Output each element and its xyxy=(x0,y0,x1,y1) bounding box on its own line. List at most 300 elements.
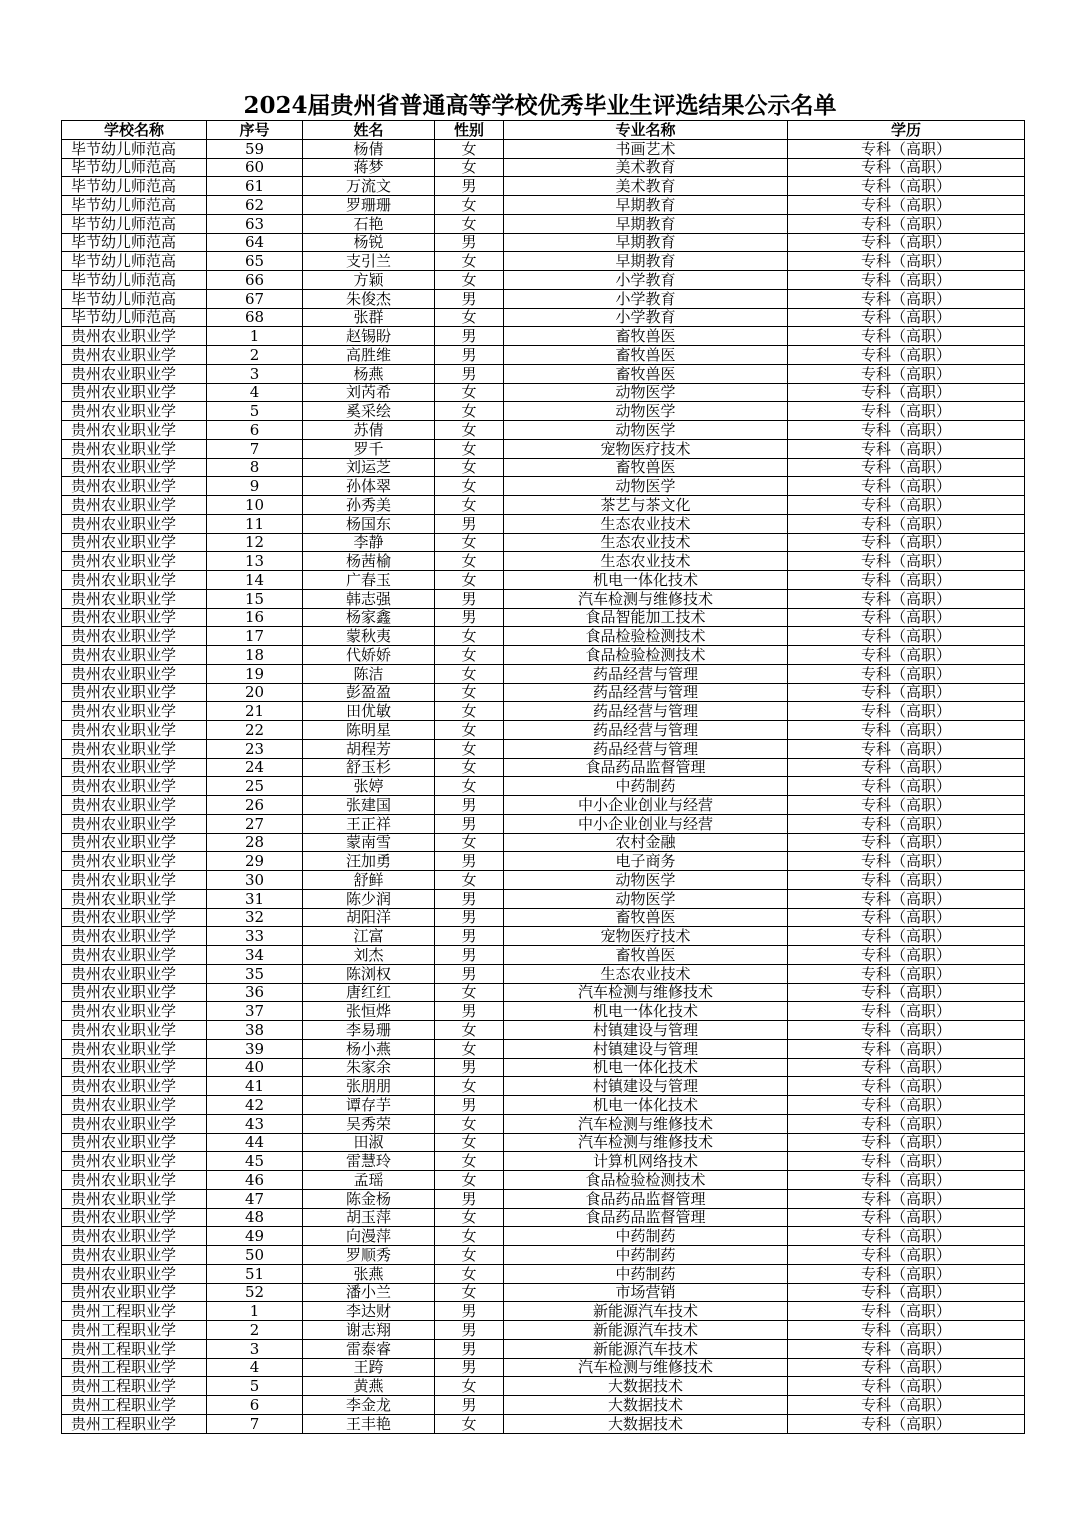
cell-school: 贵州农业职业学 xyxy=(62,327,207,346)
cell-name: 胡程芳 xyxy=(303,739,435,758)
cell-degree: 专科（高职） xyxy=(788,871,1025,890)
cell-name: 李易珊 xyxy=(303,1021,435,1040)
cell-major: 新能源汽车技术 xyxy=(504,1302,788,1321)
cell-degree: 专科（高职） xyxy=(788,777,1025,796)
cell-degree: 专科（高职） xyxy=(788,964,1025,983)
cell-degree: 专科（高职） xyxy=(788,533,1025,552)
cell-major: 汽车检测与维修技术 xyxy=(504,1133,788,1152)
cell-index: 27 xyxy=(207,814,303,833)
cell-school: 贵州农业职业学 xyxy=(62,1058,207,1077)
table-row xyxy=(62,496,1025,515)
cell-name: 雷慧玲 xyxy=(303,1152,435,1171)
table-row xyxy=(62,533,1025,552)
cell-school: 贵州农业职业学 xyxy=(62,739,207,758)
cell-school: 贵州农业职业学 xyxy=(62,571,207,590)
cell-major: 大数据技术 xyxy=(504,1377,788,1396)
cell-gender: 女 xyxy=(435,439,504,458)
cell-gender: 女 xyxy=(435,571,504,590)
cell-degree: 专科（高职） xyxy=(788,721,1025,740)
cell-gender: 女 xyxy=(435,1377,504,1396)
cell-name: 杨锐 xyxy=(303,233,435,252)
cell-name: 杨家鑫 xyxy=(303,608,435,627)
cell-school: 贵州农业职业学 xyxy=(62,814,207,833)
cell-major: 机电一体化技术 xyxy=(504,571,788,590)
cell-degree: 专科（高职） xyxy=(788,1246,1025,1265)
cell-school: 贵州农业职业学 xyxy=(62,533,207,552)
table-row xyxy=(62,552,1025,571)
cell-degree: 专科（高职） xyxy=(788,646,1025,665)
cell-school: 贵州农业职业学 xyxy=(62,964,207,983)
table-row xyxy=(62,796,1025,815)
cell-index: 2 xyxy=(207,1321,303,1340)
cell-degree: 专科（高职） xyxy=(788,1414,1025,1433)
cell-index: 20 xyxy=(207,683,303,702)
cell-name: 蒙秋夷 xyxy=(303,627,435,646)
cell-gender: 女 xyxy=(435,1152,504,1171)
cell-school: 贵州农业职业学 xyxy=(62,364,207,383)
cell-school: 贵州农业职业学 xyxy=(62,1039,207,1058)
table-row xyxy=(62,252,1025,271)
cell-major: 食品检验检测技术 xyxy=(504,627,788,646)
cell-school: 贵州工程职业学 xyxy=(62,1377,207,1396)
cell-name: 支引兰 xyxy=(303,252,435,271)
cell-degree: 专科（高职） xyxy=(788,758,1025,777)
table-row xyxy=(62,777,1025,796)
cell-gender: 女 xyxy=(435,1208,504,1227)
cell-major: 动物医学 xyxy=(504,402,788,421)
cell-gender: 男 xyxy=(435,289,504,308)
cell-degree: 专科（高职） xyxy=(788,739,1025,758)
cell-school: 贵州农业职业学 xyxy=(62,439,207,458)
cell-degree: 专科（高职） xyxy=(788,1377,1025,1396)
table-row xyxy=(62,177,1025,196)
cell-gender: 男 xyxy=(435,1321,504,1340)
cell-index: 49 xyxy=(207,1227,303,1246)
table-row xyxy=(62,814,1025,833)
table-row xyxy=(62,458,1025,477)
table-row xyxy=(62,158,1025,177)
cell-index: 66 xyxy=(207,271,303,290)
cell-gender: 女 xyxy=(435,1021,504,1040)
cell-degree: 专科（高职） xyxy=(788,1264,1025,1283)
cell-name: 赵锡盼 xyxy=(303,327,435,346)
cell-degree: 专科（高职） xyxy=(788,1058,1025,1077)
cell-index: 18 xyxy=(207,646,303,665)
cell-degree: 专科（高职） xyxy=(788,683,1025,702)
cell-major: 小学教育 xyxy=(504,308,788,327)
cell-index: 67 xyxy=(207,289,303,308)
cell-major: 书画艺术 xyxy=(504,139,788,158)
cell-degree: 专科（高职） xyxy=(788,608,1025,627)
cell-degree: 专科（高职） xyxy=(788,889,1025,908)
cell-gender: 女 xyxy=(435,1283,504,1302)
table-row xyxy=(62,364,1025,383)
cell-gender: 女 xyxy=(435,777,504,796)
cell-name: 王正祥 xyxy=(303,814,435,833)
cell-school: 毕节幼儿师范高 xyxy=(62,252,207,271)
cell-index: 59 xyxy=(207,139,303,158)
cell-gender: 男 xyxy=(435,1339,504,1358)
cell-degree: 专科（高职） xyxy=(788,702,1025,721)
cell-index: 43 xyxy=(207,1114,303,1133)
cell-gender: 男 xyxy=(435,1302,504,1321)
cell-school: 贵州农业职业学 xyxy=(62,1227,207,1246)
table-row xyxy=(62,833,1025,852)
table-row xyxy=(62,383,1025,402)
header-name: 姓名 xyxy=(303,121,435,140)
table-row xyxy=(62,1339,1025,1358)
table-row xyxy=(62,871,1025,890)
cell-major: 动物医学 xyxy=(504,421,788,440)
cell-index: 5 xyxy=(207,402,303,421)
cell-degree: 专科（高职） xyxy=(788,1077,1025,1096)
cell-degree: 专科（高职） xyxy=(788,1133,1025,1152)
cell-major: 早期教育 xyxy=(504,252,788,271)
table-row xyxy=(62,889,1025,908)
cell-name: 谭存芋 xyxy=(303,1096,435,1115)
cell-major: 食品药品监督管理 xyxy=(504,758,788,777)
cell-school: 贵州农业职业学 xyxy=(62,683,207,702)
cell-name: 石艳 xyxy=(303,214,435,233)
cell-index: 19 xyxy=(207,664,303,683)
cell-school: 贵州农业职业学 xyxy=(62,1077,207,1096)
cell-name: 刘杰 xyxy=(303,946,435,965)
cell-gender: 男 xyxy=(435,327,504,346)
cell-major: 大数据技术 xyxy=(504,1396,788,1415)
cell-major: 生态农业技术 xyxy=(504,964,788,983)
cell-degree: 专科（高职） xyxy=(788,1339,1025,1358)
cell-index: 16 xyxy=(207,608,303,627)
cell-degree: 专科（高职） xyxy=(788,1189,1025,1208)
cell-major: 中药制药 xyxy=(504,1246,788,1265)
cell-school: 毕节幼儿师范高 xyxy=(62,233,207,252)
cell-index: 25 xyxy=(207,777,303,796)
cell-name: 奚采绘 xyxy=(303,402,435,421)
cell-major: 畜牧兽医 xyxy=(504,908,788,927)
cell-degree: 专科（高职） xyxy=(788,196,1025,215)
table-row xyxy=(62,1039,1025,1058)
cell-name: 彭盈盈 xyxy=(303,683,435,702)
table-row xyxy=(62,139,1025,158)
cell-school: 贵州工程职业学 xyxy=(62,1321,207,1340)
cell-major: 新能源汽车技术 xyxy=(504,1321,788,1340)
header-school: 学校名称 xyxy=(62,121,207,140)
table-row xyxy=(62,402,1025,421)
cell-major: 食品智能加工技术 xyxy=(504,608,788,627)
cell-degree: 专科（高职） xyxy=(788,1321,1025,1340)
cell-major: 畜牧兽医 xyxy=(504,327,788,346)
cell-name: 潘小兰 xyxy=(303,1283,435,1302)
cell-gender: 女 xyxy=(435,252,504,271)
cell-name: 汪加勇 xyxy=(303,852,435,871)
cell-school: 毕节幼儿师范高 xyxy=(62,308,207,327)
cell-school: 贵州农业职业学 xyxy=(62,702,207,721)
cell-degree: 专科（高职） xyxy=(788,402,1025,421)
cell-major: 茶艺与茶文化 xyxy=(504,496,788,515)
cell-major: 药品经营与管理 xyxy=(504,702,788,721)
cell-index: 24 xyxy=(207,758,303,777)
cell-school: 贵州农业职业学 xyxy=(62,1171,207,1190)
cell-degree: 专科（高职） xyxy=(788,1283,1025,1302)
cell-gender: 女 xyxy=(435,627,504,646)
table-row xyxy=(62,1302,1025,1321)
cell-degree: 专科（高职） xyxy=(788,1171,1025,1190)
table-row xyxy=(62,1171,1025,1190)
table-row xyxy=(62,327,1025,346)
cell-school: 贵州农业职业学 xyxy=(62,646,207,665)
cell-degree: 专科（高职） xyxy=(788,421,1025,440)
cell-index: 26 xyxy=(207,796,303,815)
cell-school: 贵州农业职业学 xyxy=(62,552,207,571)
cell-name: 张婷 xyxy=(303,777,435,796)
cell-degree: 专科（高职） xyxy=(788,271,1025,290)
cell-gender: 男 xyxy=(435,514,504,533)
cell-index: 50 xyxy=(207,1246,303,1265)
cell-name: 刘运芝 xyxy=(303,458,435,477)
cell-major: 机电一体化技术 xyxy=(504,1058,788,1077)
cell-gender: 女 xyxy=(435,477,504,496)
header-degree: 学历 xyxy=(788,121,1025,140)
cell-school: 贵州农业职业学 xyxy=(62,627,207,646)
cell-index: 48 xyxy=(207,1208,303,1227)
cell-degree: 专科（高职） xyxy=(788,1208,1025,1227)
cell-gender: 女 xyxy=(435,1114,504,1133)
header-gender: 性别 xyxy=(435,121,504,140)
cell-major: 美术教育 xyxy=(504,158,788,177)
cell-gender: 男 xyxy=(435,608,504,627)
cell-gender: 女 xyxy=(435,646,504,665)
cell-gender: 男 xyxy=(435,796,504,815)
table-row xyxy=(62,1264,1025,1283)
cell-gender: 男 xyxy=(435,852,504,871)
cell-major: 畜牧兽医 xyxy=(504,458,788,477)
cell-name: 杨小燕 xyxy=(303,1039,435,1058)
table-row xyxy=(62,1189,1025,1208)
cell-degree: 专科（高职） xyxy=(788,589,1025,608)
cell-gender: 男 xyxy=(435,889,504,908)
cell-gender: 女 xyxy=(435,214,504,233)
table-row xyxy=(62,1246,1025,1265)
cell-name: 罗珊珊 xyxy=(303,196,435,215)
cell-degree: 专科（高职） xyxy=(788,1152,1025,1171)
cell-gender: 女 xyxy=(435,533,504,552)
cell-index: 7 xyxy=(207,439,303,458)
cell-gender: 女 xyxy=(435,383,504,402)
cell-gender: 男 xyxy=(435,346,504,365)
cell-school: 贵州农业职业学 xyxy=(62,421,207,440)
cell-major: 中小企业创业与经营 xyxy=(504,796,788,815)
cell-index: 23 xyxy=(207,739,303,758)
cell-degree: 专科（高职） xyxy=(788,308,1025,327)
cell-school: 贵州农业职业学 xyxy=(62,777,207,796)
cell-degree: 专科（高职） xyxy=(788,627,1025,646)
cell-index: 12 xyxy=(207,533,303,552)
cell-name: 孙秀美 xyxy=(303,496,435,515)
cell-name: 代娇娇 xyxy=(303,646,435,665)
cell-degree: 专科（高职） xyxy=(788,552,1025,571)
cell-index: 64 xyxy=(207,233,303,252)
table-row xyxy=(62,1358,1025,1377)
table-row xyxy=(62,1227,1025,1246)
cell-major: 村镇建设与管理 xyxy=(504,1039,788,1058)
cell-name: 广春玉 xyxy=(303,571,435,590)
cell-name: 罗顺秀 xyxy=(303,1246,435,1265)
cell-degree: 专科（高职） xyxy=(788,158,1025,177)
cell-name: 胡玉萍 xyxy=(303,1208,435,1227)
cell-degree: 专科（高职） xyxy=(788,214,1025,233)
cell-name: 罗千 xyxy=(303,439,435,458)
cell-name: 杨茜榆 xyxy=(303,552,435,571)
cell-name: 陈少润 xyxy=(303,889,435,908)
cell-degree: 专科（高职） xyxy=(788,289,1025,308)
cell-school: 贵州农业职业学 xyxy=(62,833,207,852)
cell-school: 贵州农业职业学 xyxy=(62,983,207,1002)
cell-major: 市场营销 xyxy=(504,1283,788,1302)
cell-school: 贵州农业职业学 xyxy=(62,589,207,608)
cell-gender: 女 xyxy=(435,1264,504,1283)
cell-major: 食品药品监督管理 xyxy=(504,1208,788,1227)
cell-degree: 专科（高职） xyxy=(788,177,1025,196)
cell-gender: 女 xyxy=(435,871,504,890)
cell-gender: 女 xyxy=(435,1133,504,1152)
cell-index: 39 xyxy=(207,1039,303,1058)
cell-major: 新能源汽车技术 xyxy=(504,1339,788,1358)
table-row xyxy=(62,608,1025,627)
table-row xyxy=(62,439,1025,458)
cell-school: 毕节幼儿师范高 xyxy=(62,158,207,177)
cell-school: 贵州农业职业学 xyxy=(62,1096,207,1115)
cell-school: 毕节幼儿师范高 xyxy=(62,271,207,290)
cell-degree: 专科（高职） xyxy=(788,346,1025,365)
cell-gender: 男 xyxy=(435,927,504,946)
table-row xyxy=(62,571,1025,590)
cell-index: 29 xyxy=(207,852,303,871)
cell-gender: 男 xyxy=(435,908,504,927)
cell-gender: 男 xyxy=(435,814,504,833)
cell-major: 生态农业技术 xyxy=(504,533,788,552)
cell-major: 中药制药 xyxy=(504,1264,788,1283)
cell-major: 汽车检测与维修技术 xyxy=(504,589,788,608)
cell-school: 贵州农业职业学 xyxy=(62,1246,207,1265)
cell-school: 毕节幼儿师范高 xyxy=(62,289,207,308)
cell-name: 陈浏权 xyxy=(303,964,435,983)
cell-index: 33 xyxy=(207,927,303,946)
cell-index: 2 xyxy=(207,346,303,365)
cell-major: 畜牧兽医 xyxy=(504,946,788,965)
cell-name: 田淑 xyxy=(303,1133,435,1152)
cell-degree: 专科（高职） xyxy=(788,1227,1025,1246)
cell-name: 朱家余 xyxy=(303,1058,435,1077)
cell-major: 宠物医疗技术 xyxy=(504,439,788,458)
table-row xyxy=(62,289,1025,308)
cell-index: 5 xyxy=(207,1377,303,1396)
cell-index: 51 xyxy=(207,1264,303,1283)
cell-index: 65 xyxy=(207,252,303,271)
cell-gender: 女 xyxy=(435,1414,504,1433)
cell-major: 中小企业创业与经营 xyxy=(504,814,788,833)
cell-school: 贵州工程职业学 xyxy=(62,1302,207,1321)
cell-index: 42 xyxy=(207,1096,303,1115)
cell-degree: 专科（高职） xyxy=(788,571,1025,590)
cell-degree: 专科（高职） xyxy=(788,946,1025,965)
cell-major: 生态农业技术 xyxy=(504,514,788,533)
cell-school: 贵州农业职业学 xyxy=(62,758,207,777)
cell-school: 贵州农业职业学 xyxy=(62,1133,207,1152)
table-row xyxy=(62,758,1025,777)
cell-name: 江富 xyxy=(303,927,435,946)
cell-school: 贵州农业职业学 xyxy=(62,908,207,927)
cell-school: 贵州农业职业学 xyxy=(62,946,207,965)
cell-school: 贵州农业职业学 xyxy=(62,1189,207,1208)
cell-major: 机电一体化技术 xyxy=(504,1096,788,1115)
cell-gender: 女 xyxy=(435,196,504,215)
cell-degree: 专科（高职） xyxy=(788,1358,1025,1377)
cell-school: 贵州农业职业学 xyxy=(62,402,207,421)
cell-major: 畜牧兽医 xyxy=(504,346,788,365)
cell-index: 37 xyxy=(207,1002,303,1021)
cell-gender: 男 xyxy=(435,364,504,383)
cell-name: 张群 xyxy=(303,308,435,327)
cell-gender: 女 xyxy=(435,1039,504,1058)
cell-gender: 女 xyxy=(435,1227,504,1246)
cell-major: 食品药品监督管理 xyxy=(504,1189,788,1208)
cell-gender: 男 xyxy=(435,1058,504,1077)
cell-gender: 女 xyxy=(435,158,504,177)
table-row xyxy=(62,1096,1025,1115)
table-row xyxy=(62,1208,1025,1227)
table-row xyxy=(62,946,1025,965)
cell-index: 46 xyxy=(207,1171,303,1190)
cell-name: 王丰艳 xyxy=(303,1414,435,1433)
table-row xyxy=(62,927,1025,946)
cell-degree: 专科（高职） xyxy=(788,908,1025,927)
cell-degree: 专科（高职） xyxy=(788,983,1025,1002)
cell-index: 6 xyxy=(207,421,303,440)
cell-gender: 女 xyxy=(435,139,504,158)
cell-school: 贵州农业职业学 xyxy=(62,477,207,496)
cell-gender: 女 xyxy=(435,683,504,702)
table-header-row xyxy=(62,121,1025,140)
cell-name: 胡阳洋 xyxy=(303,908,435,927)
cell-school: 贵州农业职业学 xyxy=(62,383,207,402)
cell-school: 贵州农业职业学 xyxy=(62,871,207,890)
table-row xyxy=(62,1002,1025,1021)
cell-school: 贵州农业职业学 xyxy=(62,889,207,908)
cell-name: 孙体翠 xyxy=(303,477,435,496)
cell-school: 贵州农业职业学 xyxy=(62,1264,207,1283)
cell-index: 62 xyxy=(207,196,303,215)
cell-school: 毕节幼儿师范高 xyxy=(62,177,207,196)
cell-name: 张燕 xyxy=(303,1264,435,1283)
cell-major: 生态农业技术 xyxy=(504,552,788,571)
cell-degree: 专科（高职） xyxy=(788,927,1025,946)
table-row xyxy=(62,214,1025,233)
cell-index: 40 xyxy=(207,1058,303,1077)
cell-name: 舒玉杉 xyxy=(303,758,435,777)
table-row xyxy=(62,346,1025,365)
cell-name: 杨燕 xyxy=(303,364,435,383)
cell-name: 陈明星 xyxy=(303,721,435,740)
cell-index: 1 xyxy=(207,327,303,346)
cell-major: 计算机网络技术 xyxy=(504,1152,788,1171)
cell-index: 9 xyxy=(207,477,303,496)
cell-degree: 专科（高职） xyxy=(788,233,1025,252)
cell-school: 贵州农业职业学 xyxy=(62,496,207,515)
cell-index: 8 xyxy=(207,458,303,477)
cell-name: 蒋梦 xyxy=(303,158,435,177)
cell-school: 贵州农业职业学 xyxy=(62,1208,207,1227)
cell-school: 贵州农业职业学 xyxy=(62,1021,207,1040)
